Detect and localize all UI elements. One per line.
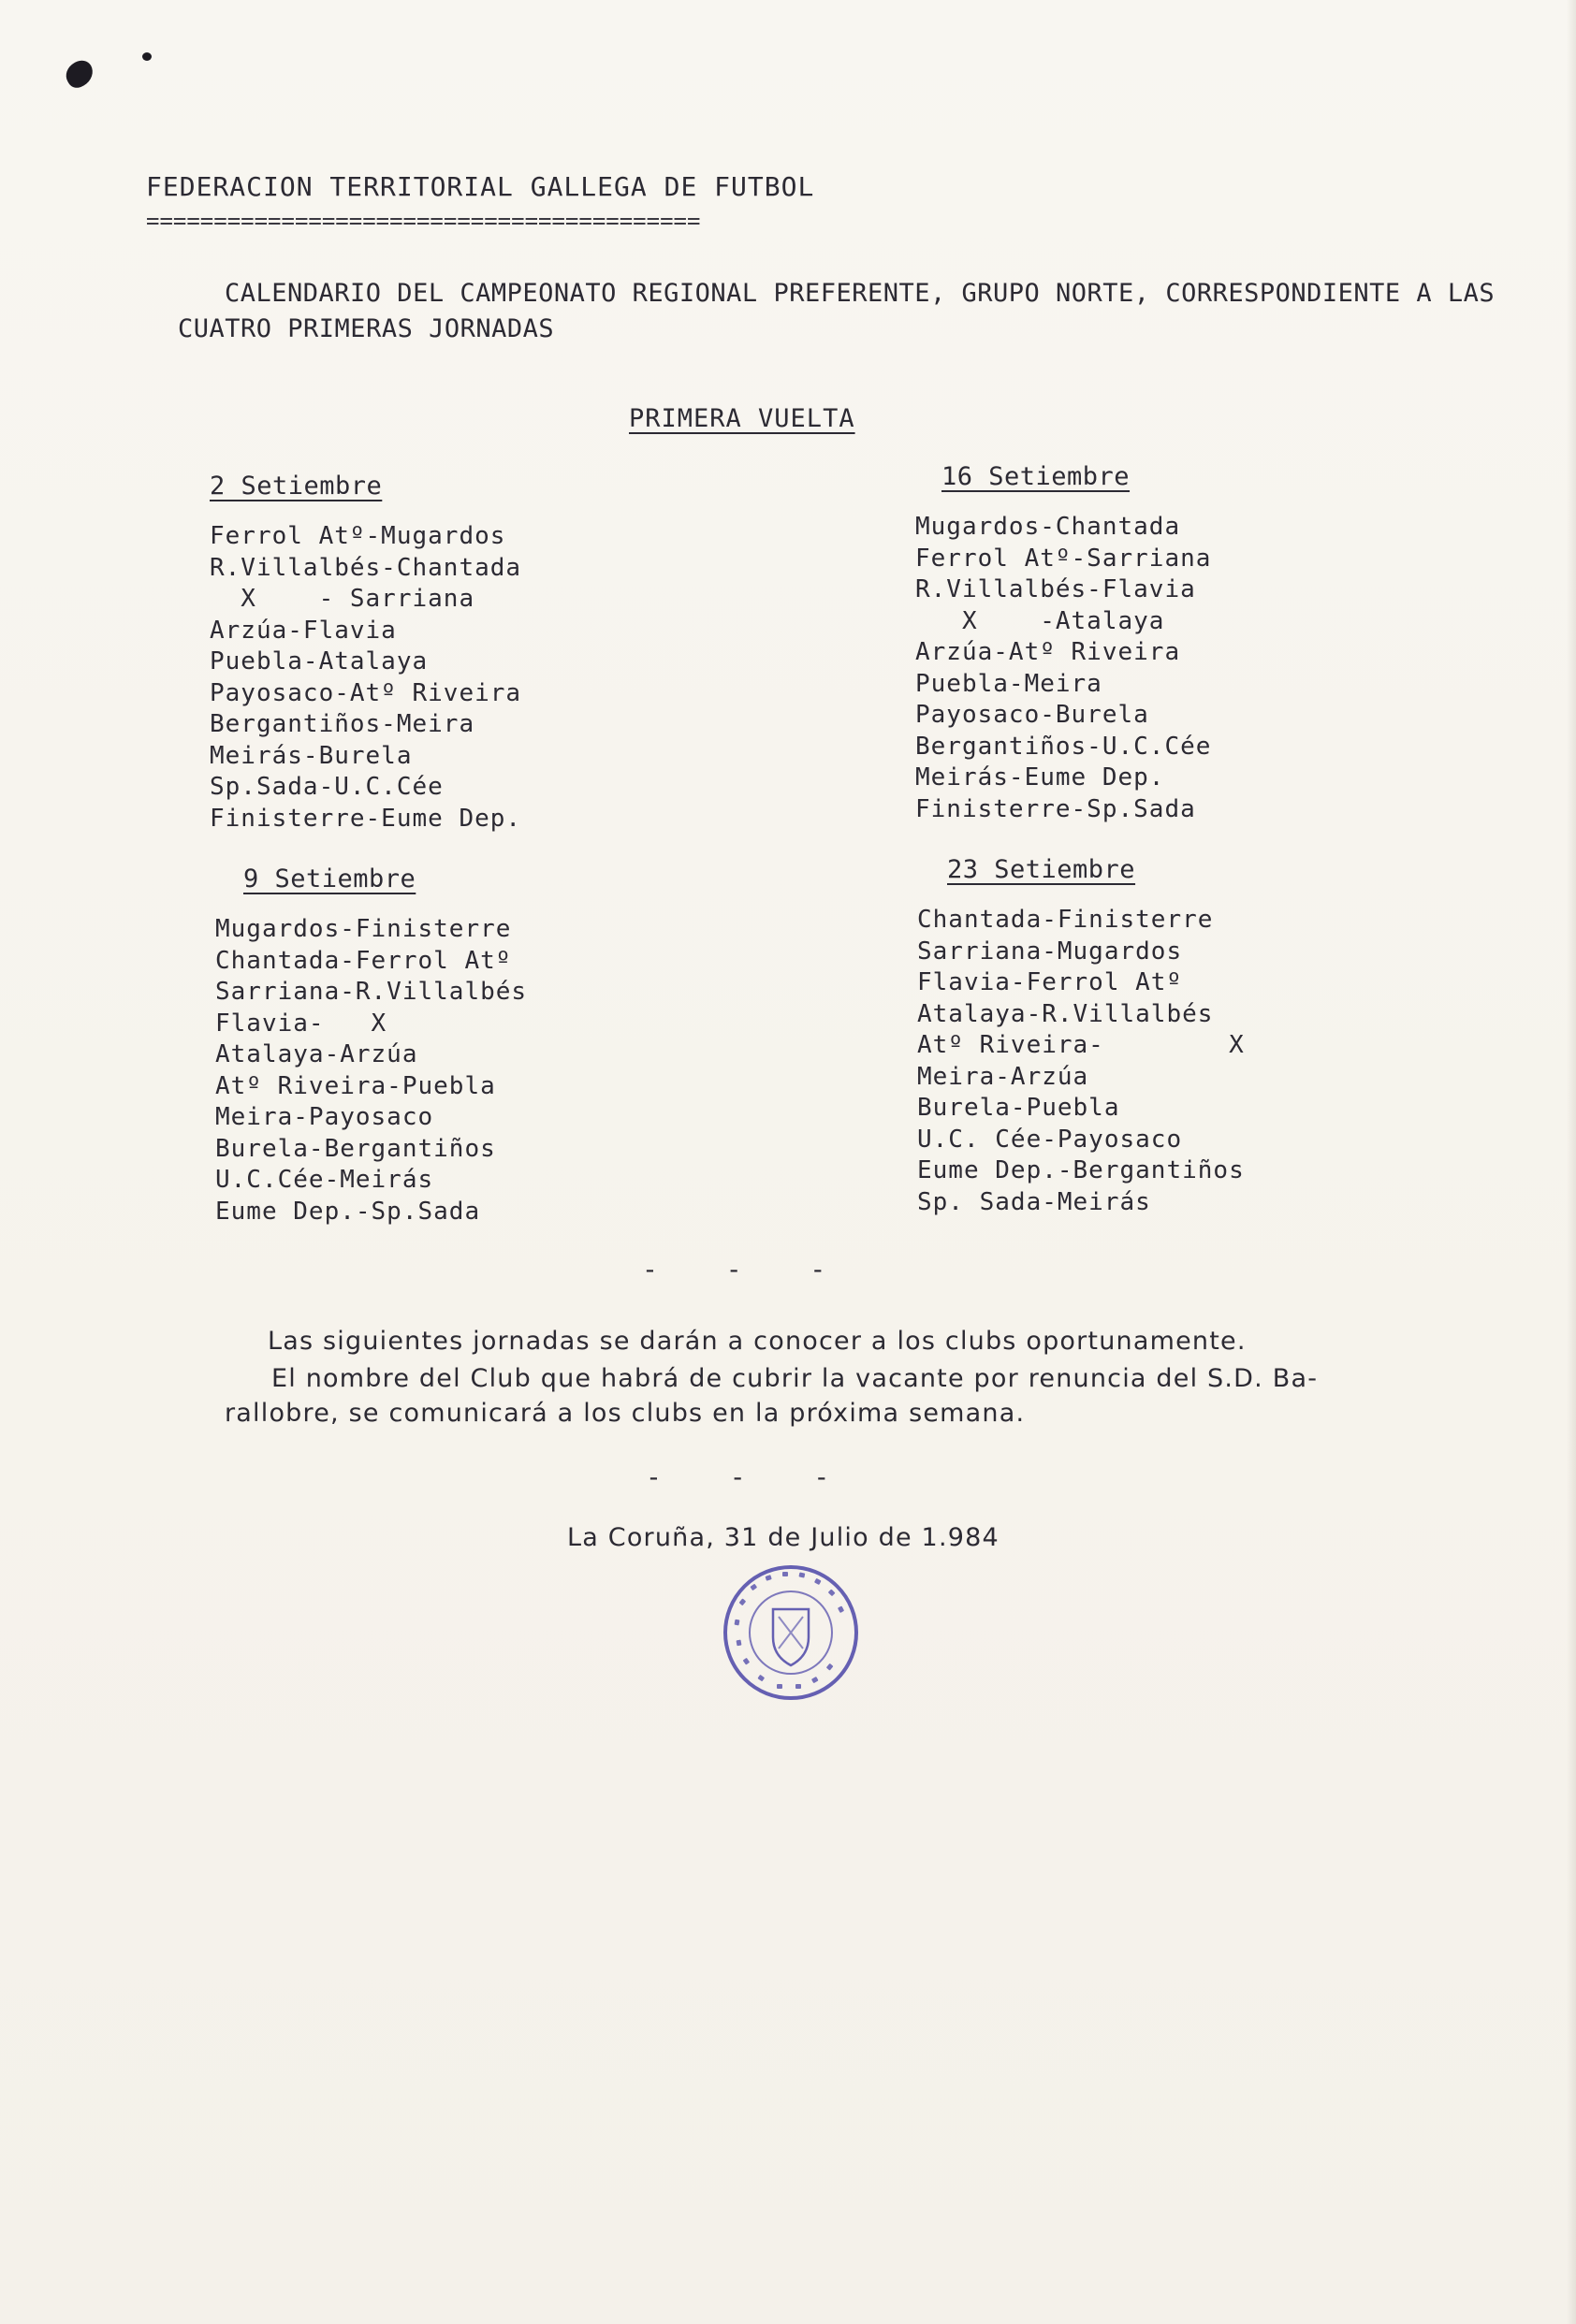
round-title: PRIMERA VUELTA <box>629 404 855 433</box>
ink-dot <box>142 52 152 61</box>
match-line: Sarriana-R.Villalbés <box>215 978 528 1006</box>
intro-line-1: CALENDARIO DEL CAMPEONATO REGIONAL PREFERENTE, GRUPO NORTE, CORRESPONDIENTE A LAS <box>225 279 1496 308</box>
match-line: U.C.Cée-Meirás <box>215 1166 434 1194</box>
jornada-block <box>915 462 1211 825</box>
jornada-block <box>917 855 1245 1218</box>
jornada-block <box>210 472 521 835</box>
match-line: Payosaco-Atº Riveira <box>210 678 522 707</box>
match-line: Sp. Sada-Meirás <box>917 1187 1151 1216</box>
separator-dashes: - - - <box>646 1461 856 1492</box>
match-line: Meirás-Burela <box>210 741 413 770</box>
match-line: Mugardos-Finisterre <box>215 915 512 943</box>
jornada-date: 16 Setiembre <box>941 462 1131 491</box>
match-line: U.C. Cée-Payosaco <box>917 1125 1183 1154</box>
match-line: Eume Dep.-Bergantiños <box>917 1156 1245 1184</box>
match-line: Bergantiños-Meira <box>210 710 475 738</box>
match-line: Sarriana-Mugardos <box>917 937 1183 966</box>
match-line: Chantada-Ferrol Atº <box>215 946 512 975</box>
match-line: Atalaya-Arzúa <box>215 1040 418 1068</box>
match-line: Puebla-Atalaya <box>210 647 429 675</box>
match-line: Payosaco-Burela <box>915 701 1149 729</box>
match-line: Eume Dep.-Sp.Sada <box>215 1197 481 1226</box>
match-line: Flavia-Ferrol Atº <box>917 968 1183 996</box>
note-line-1: Las siguientes jornadas se darán a conocer a los clubs oportunamente. <box>268 1327 1247 1356</box>
intro-line-2: CUATRO PRIMERAS JORNADAS <box>178 314 555 343</box>
match-line: Chantada-Finisterre <box>917 906 1214 934</box>
match-line: Ferrol Atº-Mugardos <box>210 522 506 550</box>
match-line: Atº Riveira-Puebla <box>215 1071 496 1100</box>
match-line: Arzúa-Flavia <box>210 616 397 645</box>
jornada-block <box>215 864 527 1227</box>
jornada-date: 2 Setiembre <box>210 472 383 501</box>
title-underline-rule: ========================================= <box>146 208 701 234</box>
match-line: Arzúa-Atº Riveira <box>915 638 1181 666</box>
match-line: Meira-Payosaco <box>215 1103 434 1131</box>
match-line: Meira-Arzúa <box>917 1062 1089 1091</box>
match-line: Sp.Sada-U.C.Cée <box>210 773 444 801</box>
paper-edge-shadow <box>1567 0 1576 2324</box>
place-and-date: La Coruña, 31 de Julio de 1.984 <box>567 1523 1000 1552</box>
match-line: Puebla-Meira <box>915 669 1102 698</box>
match-line: Burela-Bergantiños <box>215 1134 496 1163</box>
federation-stamp <box>721 1562 861 1703</box>
match-line: X -Atalaya <box>915 606 1165 635</box>
match-line: Finisterre-Eume Dep. <box>210 804 522 833</box>
match-line: R.Villalbés-Flavia <box>915 575 1196 603</box>
jornada-date: 23 Setiembre <box>947 855 1136 884</box>
match-line: Ferrol Atº-Sarriana <box>915 544 1212 573</box>
match-line: Burela-Puebla <box>917 1094 1120 1122</box>
match-line: Mugardos-Chantada <box>915 513 1181 541</box>
match-line: Atº Riveira- X <box>917 1031 1245 1059</box>
match-line: Flavia- X <box>215 1009 387 1038</box>
match-line: Meirás-Eume Dep. <box>915 763 1165 792</box>
match-line: R.Villalbés-Chantada <box>210 553 522 582</box>
match-line: Atalaya-R.Villalbés <box>917 999 1214 1028</box>
match-line: X - Sarriana <box>210 585 475 613</box>
federation-title: FEDERACION TERRITORIAL GALLEGA DE FUTBOL <box>146 171 815 202</box>
match-line: Bergantiños-U.C.Cée <box>915 732 1212 761</box>
match-line: Finisterre-Sp.Sada <box>915 794 1196 823</box>
note-line-2: El nombre del Club que habrá de cubrir la vacante por renuncia del S.D. Ba- <box>271 1364 1319 1393</box>
separator-dashes: - - - <box>642 1254 853 1285</box>
jornada-date: 9 Setiembre <box>243 864 416 893</box>
note-line-3: rallobre, se comunicará a los clubs en la próxima semana. <box>225 1399 1026 1428</box>
